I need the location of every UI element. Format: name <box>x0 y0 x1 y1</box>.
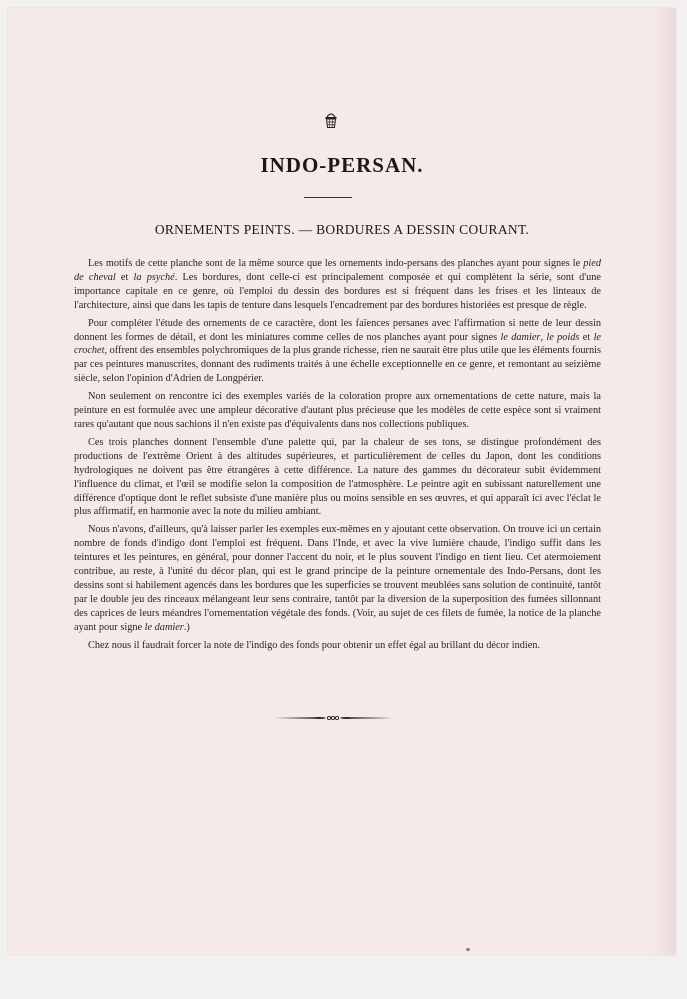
page-edge-shadow <box>652 8 676 955</box>
paper-speck <box>466 948 470 951</box>
paragraph-6: Chez nous il faudrait forcer la note de l'indigo des fonds pour obtenir un effet égal au brillant du décor indien. <box>88 639 541 651</box>
paragraph-1-text-a: Les motifs de cette planche sont de la même source que les ornements indo-persans des planches ayant pour signes le <box>88 258 584 269</box>
paragraph-2-text-c: et <box>579 331 594 343</box>
italic-term-le-crochet: le crochet <box>74 331 601 357</box>
page-subtitle: ORNEMENTS PEINTS. — BORDURES A DESSIN COURANT. <box>154 222 530 237</box>
paragraph-2-text-a: Pour compléter l'étude des ornements de ce caractère, dont les faïences persanes avec l'affirmation si nette de leur dessin donnent les formes de détail, et dont les miniatures comme celles de nos planches ayant pour signes <box>74 317 601 343</box>
paragraph-4: Ces trois planches donnent l'ensemble d'une palette qui, par la chaleur de ses tons, se distingue profondément des productions de l'extrême Orient à des altitudes supérieures, et particulièrement de celles du Japon, dont les conditions hydrologiques ne doivent pas être étrangères à cette différence. La nature des gammes du décorateur subit évidemment l'influence du climat, et l'œil se modifie selon la composition de l'atmosphère. Le peintre agit en subissant naturellement une différence d'optique dont le reflet subsiste d'une manière plus ou moins sensible en ses œuvres, et qui apparaît ici avec l'éclat le plus affirmatif, en harmonie avec la note du milieu ambiant. <box>74 436 601 518</box>
title-rule <box>304 197 352 198</box>
page-title: INDO-PERSAN. <box>260 153 424 177</box>
italic-term-le-damier-2: le damier <box>144 621 184 633</box>
italic-term-le-poids: le poids <box>546 331 580 343</box>
tailpiece-ornament-icon <box>274 714 392 722</box>
paragraph-2-text-b: , <box>540 331 547 343</box>
paragraph-3: Non seulement on rencontre ici des exemples variés de la coloration propre aux ornementations de cette nature, mais la peinture en est formulée avec une ampleur décorative d'autant plus précieuse que les modèles de cette espèce sont si vraiment rares qu'autant que nous sachions il n'en existe pas d'équivalents dans nos collections publiques. <box>74 391 601 430</box>
basket-vignette-icon <box>324 111 338 129</box>
paragraph-1-text-c: . Les bordures, dont celle-ci est principalement composée et qui complètent la série, sont d'une importance capitale en ce genre, où l'emploi du dessin des bordures est si fréquent dans les frises et les linteaux de l'architecture, ainsi que dans les tapis de tenture dans lesquels l'encadrement par des bordures historiées est presque de règle. <box>74 271 601 311</box>
page-sheet <box>8 8 676 955</box>
paragraph-5 <box>74 523 601 634</box>
italic-term-le-damier: le damier <box>500 331 541 343</box>
paragraph-2 <box>74 317 601 387</box>
paragraph-5-text-b: .) <box>183 621 190 633</box>
italic-term-pied-de-cheval: pied de cheval <box>74 258 601 283</box>
paragraph-5-text-a: Nous n'avons, d'ailleurs, qu'à laisser parler les exemples eux-mêmes en y ajoutant cette observation. On trouve ici un certain nombre de fonds d'indigo dont l'emploi est fréquent. Dans l'Inde, et avec la vive lumière chaude, l'indigo suffit dans les teintures et les peintures, en général, pour donner l'accent du noir, et le plus souvent l'indigo en tient lieu. Cet atermoiement contribue, au reste, à l'unité du décor plan, qui est le grand principe de la peinture ornementale des Indo-Persans, dont les dessins sont si habilement agencés dans les bordures que les superficies se trouvent meublées sans solution de continuité, tantôt par le double jeu des rinceaux mélangeant leur sens contraire, tantôt par la diversion de la superposition des fumées sillonnant des caprices de leurs méandres l'ornementation végétale des fonds. (Voir, au sujet de ces filets de fumée, la notice de la planche ayant pour signe <box>74 524 601 633</box>
paragraph-2-text-d: , offrent des ensembles polychromiques de la plus grande richesse, rien ne saurait être plus utile que les éléments fournis par ces peintures manuscrites, donnant des rudiments traités à une échelle exceptionnelle en ce genre, et remontant au seizième siècle, selon l'opinion d'Adrien de Longpérier. <box>74 345 601 385</box>
body-text <box>74 257 601 652</box>
paragraph-1 <box>74 257 601 313</box>
paragraph-1-text-b: et <box>115 271 134 283</box>
italic-term-la-psyche: la psyché <box>133 271 175 283</box>
